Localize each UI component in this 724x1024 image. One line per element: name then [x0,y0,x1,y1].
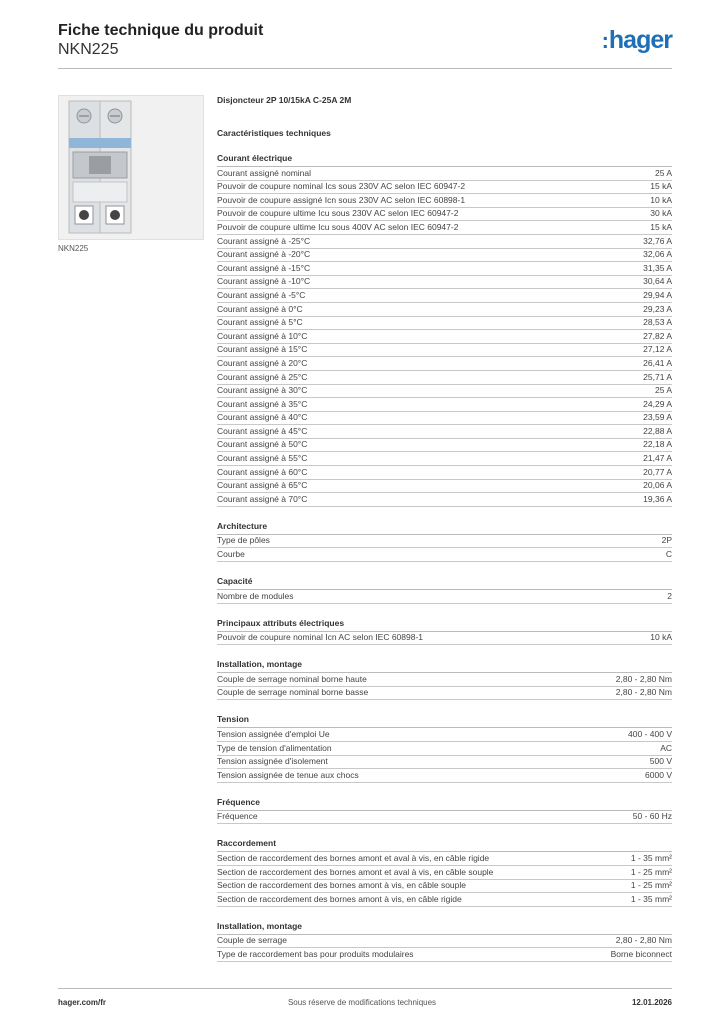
spec-value: 21,47 A [643,453,672,464]
spec-value: 2,80 - 2,80 Nm [615,673,672,684]
spec-label: Pouvoir de coupure nominal Icn AC selon IEC 60898-1 [217,632,424,643]
spec-label: Pouvoir de coupure ultime Icu sous 230V AC selon IEC 60947-2 [217,208,459,219]
spec-value: 32,76 A [643,235,672,246]
spec-label: Section de raccordement des bornes amont et aval à vis, en câble souple [217,866,494,877]
spec-label: Courant assigné à 65°C [217,480,308,491]
spec-row [217,276,672,290]
spec-value: 500 V [649,756,672,767]
spec-row [217,262,672,276]
spec-row [217,756,672,770]
spec-label: Courant assigné à 40°C [217,412,308,423]
spec-row [217,208,672,222]
spec-label: Courant assigné nominal [217,167,312,178]
section-title: Capacité [217,575,672,590]
section-title: Installation, montage [217,920,672,935]
spec-label: Type de raccordement bas pour produits modulaires [217,948,414,959]
spec-label: Tension assignée de tenue aux chocs [217,769,359,780]
spec-row [217,425,672,439]
section-title: Fréquence [217,796,672,811]
spec-value: 50 - 60 Hz [632,811,672,822]
spec-row [217,385,672,399]
spec-row [217,590,672,604]
spec-value: 20,06 A [643,480,672,491]
spec-label: Tension assignée d'emploi Ue [217,729,330,739]
spec-row [217,398,672,412]
spec-label: Section de raccordement des bornes amont à vis, en câble rigide [217,893,462,904]
spec-value: 2,80 - 2,80 Nm [615,687,672,698]
spec-label: Courant assigné à 20°C [217,357,308,368]
spec-row [217,452,672,466]
spec-row [217,866,672,880]
spec-row [217,181,672,195]
spec-label: Tension assignée d'isolement [217,756,328,767]
spec-sections [217,152,672,962]
spec-label: Courant assigné à -20°C [217,249,311,260]
section-spacer [217,645,672,658]
spec-value: 400 - 400 V [628,729,672,739]
spec-label: Pouvoir de coupure nominal Ics sous 230V AC selon IEC 60947-2 [217,181,466,192]
spec-value: 26,41 A [643,357,672,368]
spec-content [217,94,672,962]
spec-value: 25 A [654,385,672,396]
spec-section [217,837,672,906]
spec-value: 22,88 A [643,425,672,436]
spec-value: 1 - 35 mm² [630,893,672,904]
spec-label: Courant assigné à 45°C [217,425,308,436]
footer-disclaimer: Sous réserve de modifications techniques [287,998,437,1007]
header-divider [58,68,672,69]
spec-label: Courant assigné à -10°C [217,276,311,287]
spec-value: 1 - 25 mm² [630,880,672,891]
spec-value: 15 kA [650,181,672,192]
spec-value: 2P [661,535,672,546]
spec-value: 29,23 A [643,303,672,314]
section-title: Architecture [217,520,672,535]
spec-row [217,935,672,949]
spec-label: Courant assigné à 15°C [217,344,308,355]
spec-row [217,167,672,181]
spec-value: 20,77 A [643,466,672,477]
spec-value: 24,29 A [643,398,672,409]
spec-row [217,235,672,249]
spec-label: Courant assigné à 30°C [217,385,308,396]
spec-row [217,289,672,303]
spec-value: 19,36 A [643,493,672,504]
spec-value: 25 A [654,167,672,178]
spec-label: Courant assigné à 10°C [217,330,308,341]
spec-value: 22,18 A [643,439,672,450]
spec-label: Pouvoir de coupure assigné Icn sous 230V AC selon IEC 60898-1 [217,194,466,205]
spec-value: 2 [667,590,672,601]
spec-label: Courant assigné à -5°C [217,289,306,300]
spec-row [217,852,672,866]
spec-label: Courant assigné à 25°C [217,371,308,382]
spec-row [217,548,672,562]
spec-label: Couple de serrage [217,935,287,946]
footer-date: 12.01.2026 [631,998,672,1007]
spec-row [217,742,672,756]
spec-row [217,480,672,494]
spec-value: 27,12 A [643,344,672,355]
spec-value: 27,82 A [643,330,672,341]
section-spacer [217,604,672,617]
spec-value: Borne biconnect [610,948,672,959]
spec-label: Pouvoir de coupure ultime Icu sous 400V AC selon IEC 60947-2 [217,221,459,232]
spec-label: Courant assigné à -25°C [217,235,311,246]
spec-row [217,632,672,646]
spec-row [217,412,672,426]
spec-value: 10 kA [650,194,672,205]
logo-text: hager [608,26,672,54]
section-title: Installation, montage [217,658,672,673]
spec-row [217,535,672,549]
footer-website: hager.com/fr [58,998,107,1007]
section-spacer [217,700,672,713]
spec-label: Courant assigné à 60°C [217,466,308,477]
section-title: Principaux attributs électriques [217,617,672,632]
spec-label: Type de tension d'alimentation [217,742,332,753]
spec-section [217,658,672,700]
spec-section [217,520,672,562]
spec-value: 1 - 25 mm² [630,866,672,877]
spec-row [217,948,672,962]
spec-label: Couple de serrage nominal borne haute [217,673,367,684]
section-spacer [217,783,672,796]
spec-value: 32,06 A [643,249,672,260]
spec-label: Courant assigné à 70°C [217,493,308,504]
spec-row [217,344,672,358]
spec-value: 23,59 A [643,412,672,423]
spec-label: Nombre de modules [217,590,294,601]
product-image [58,95,204,240]
spec-row [217,687,672,701]
product-reference: NKN225 [58,41,119,58]
footer-divider [58,988,672,989]
characteristics-heading: Caractéristiques techniques [217,128,331,138]
spec-value: 6000 V [645,769,672,780]
spec-row [217,493,672,507]
spec-section [217,617,672,646]
spec-label: Fréquence [217,811,258,822]
spec-label: Section de raccordement des bornes amont à vis, en câble souple [217,880,467,891]
page-header [58,22,263,60]
spec-row [217,728,672,742]
spec-label: Courant assigné à 5°C [217,317,303,328]
spec-value: 25,71 A [643,371,672,382]
spec-label: Section de raccordement des bornes amont et aval à vis, en câble rigide [217,852,490,863]
spec-value: 15 kA [650,221,672,232]
spec-value: 28,53 A [643,317,672,328]
spec-label: Courant assigné à 55°C [217,453,308,464]
spec-value: 2,80 - 2,80 Nm [615,935,672,946]
spec-label: Courant assigné à 0°C [217,303,303,314]
spec-row [217,221,672,235]
spec-label: Courbe [217,549,245,560]
spec-value: 1 - 35 mm² [630,852,672,863]
spec-label: Couple de serrage nominal borne basse [217,687,369,698]
spec-row [217,303,672,317]
spec-label: Courant assigné à 50°C [217,439,308,450]
circuit-breaker-illustration [59,96,203,239]
spec-row [217,466,672,480]
spec-section [217,920,672,962]
spec-value: 29,94 A [643,289,672,300]
spec-row [217,357,672,371]
spec-value: 31,35 A [643,262,672,273]
product-image-caption: NKN225 [58,244,89,253]
hager-logo: :hager [601,26,672,54]
spec-row [217,439,672,453]
spec-row [217,317,672,331]
section-spacer [217,562,672,575]
spec-row [217,330,672,344]
spec-value: C [665,549,672,560]
spec-section [217,796,672,825]
section-spacer [217,907,672,920]
spec-section [217,152,672,507]
spec-value: 30,64 A [643,276,672,287]
spec-value: AC [660,742,672,753]
spec-value: 30 kA [650,208,672,219]
spec-row [217,893,672,907]
product-name: Disjoncteur 2P 10/15kA C-25A 2M [217,95,352,105]
spec-label: Type de pôles [217,535,270,546]
spec-row [217,769,672,783]
spec-row [217,194,672,208]
page-title: Fiche technique du produit [58,22,264,39]
section-spacer [217,507,672,520]
spec-label: Courant assigné à -15°C [217,262,311,273]
spec-row [217,811,672,825]
spec-section [217,575,672,604]
spec-row [217,249,672,263]
section-title: Raccordement [217,837,672,852]
spec-row [217,880,672,894]
spec-row [217,673,672,687]
section-title: Tension [217,713,672,728]
spec-value: 10 kA [650,632,672,643]
spec-label: Courant assigné à 35°C [217,398,308,409]
section-title: Courant électrique [217,152,672,167]
section-spacer [217,824,672,837]
spec-section [217,713,672,782]
spec-row [217,371,672,385]
